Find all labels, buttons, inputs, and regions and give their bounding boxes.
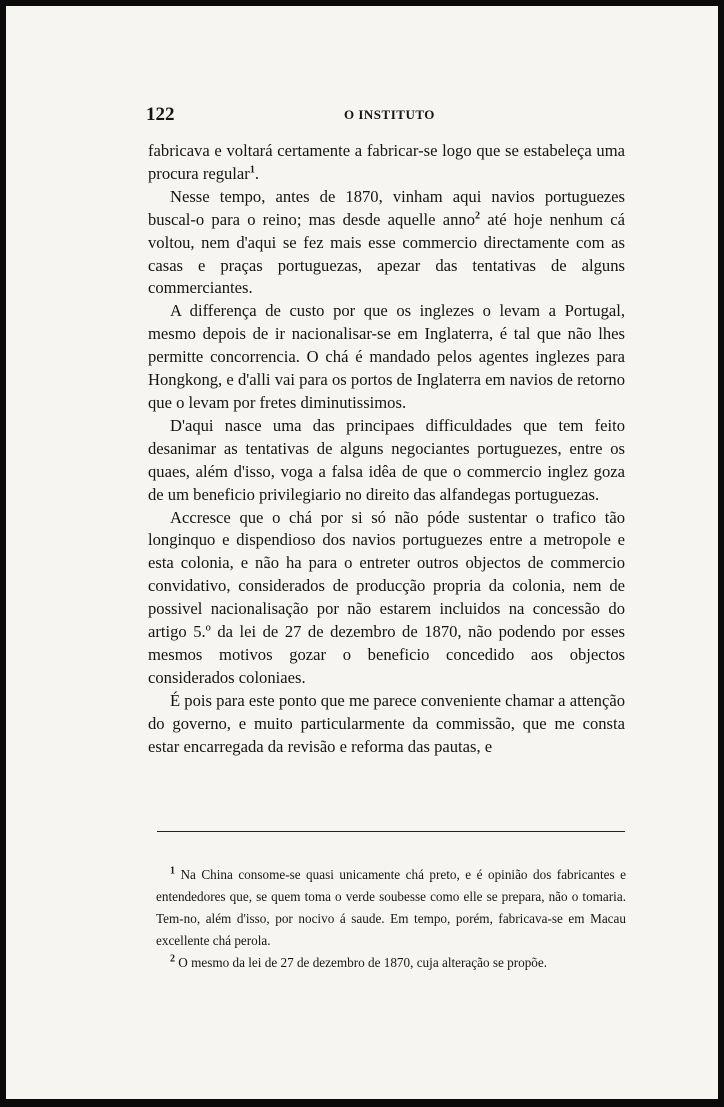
paragraph-1: fabricava e voltará certamente a fabricar-se logo que se estabeleça uma procura regular$^1$.: [148, 141, 625, 183]
body-text: [148, 140, 625, 758]
running-title: O INSTITUTO: [344, 107, 435, 122]
footnote-1: $^1$ Na China consome-se quasi unicamente chá preto, e é opinião dos fabricantes e entendedores que, se quem toma o verde soubesse como elle se prepara, não o tomaria. Tem-no, além d'isso, por nocivo á saude. Em tempo, porém, fabricava-se em Macau excellente chá perola.: [156, 865, 626, 948]
footnote-ref-1: 1: [249, 164, 255, 176]
footnote-divider: [157, 831, 625, 832]
paragraph-3: A differença de custo por que os inglezes o levam a Portugal, mesmo depois de ir nacionalisar-se em Inglaterra, é tal que não lhes permitte concorrencia. O chá é mandado pelos agentes inglezes para Hongkong, e d'alli vai para os portos de Inglaterra em navios de retorno que o levam por fretes diminutissimos.: [148, 301, 625, 412]
paragraph-2: Nesse tempo, antes de 1870, vinham aqui navios portuguezes buscal-o para o reino; mas desde aquelle anno$^2$ até hoje nenhum cá voltou, nem d'aqui se fez mais esse commercio directamente com as casas e praças portuguezas, apezar das tentativas de alguns commerciantes.: [148, 186, 625, 298]
footnote-mark-2: 2: [170, 953, 175, 965]
page-number: 122: [146, 104, 175, 125]
footnote-ref-2: 2: [475, 210, 480, 222]
document-page: [6, 6, 718, 1099]
footnotes: [156, 864, 626, 974]
page-header: [146, 104, 626, 130]
paragraph-5: Accresce que o chá por si só não póde sustentar o trafico tão longinquo e dispendioso dos navios portuguezes entre a metropole e esta colonia, e não ha para o entreter outros objectos de commercio convidativo, considerados de producção propria da colonia, nem de possivel nacionalisação por não estarem incluidos na concessão do artigo 5.º da lei de 27 de dezembro de 1870, não podendo por esses mesmos motivos gozar o beneficio concedido aos objectos considerados coloniaes.: [148, 507, 625, 687]
footnote-mark-1: 1: [170, 865, 175, 877]
footnote-2: $^2$ O mesmo da lei de 27 de dezembro de 1870, cuja alteração se propõe.: [170, 953, 548, 970]
paragraph-4: D'aqui nasce uma das principaes difficuldades que tem feito desanimar as tentativas de alguns negociantes portuguezes, entre os quaes, além d'isso, voga a falsa idêa de que o commercio inglez goza de um beneficio privilegiario no direito das alfandegas portuguezas.: [148, 415, 625, 504]
paragraph-6: É pois para este ponto que me parece conveniente chamar a attenção do governo, e muito particularmente da commissão, que me consta estar encarregada da revisão e reforma das pautas, e: [148, 690, 625, 756]
